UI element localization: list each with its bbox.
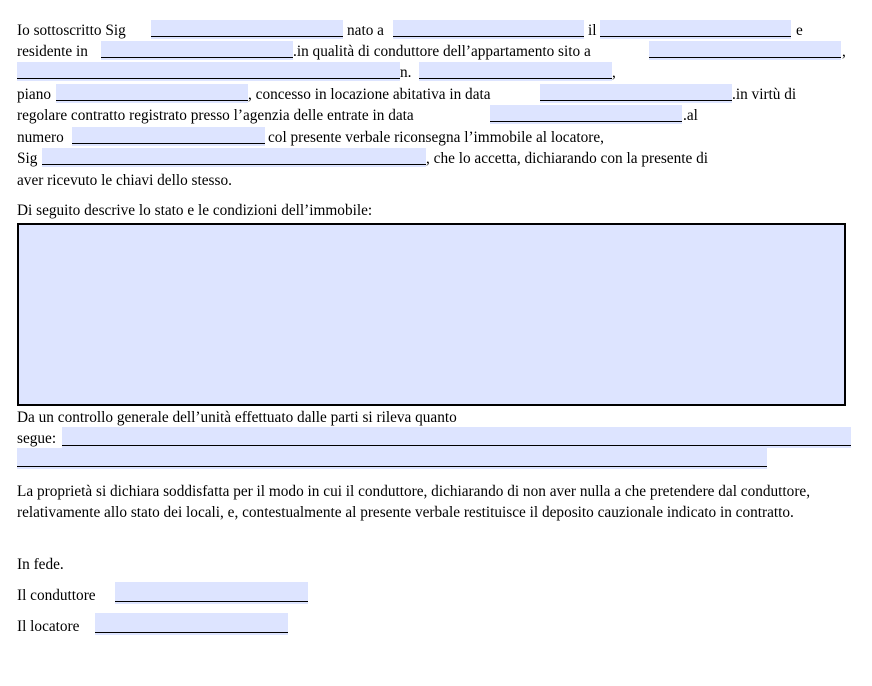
label-n: n.: [400, 64, 412, 81]
label-piano: piano: [17, 86, 51, 103]
label-regolare-contratto: regolare contratto registrato presso l’agenzia delle entrate in data: [17, 107, 414, 124]
birth-date-field[interactable]: [600, 20, 791, 39]
label-il: il: [588, 22, 597, 39]
label-comma-2: ,: [612, 64, 616, 81]
label-nato-a: nato a: [347, 22, 384, 39]
tenant-signature-field[interactable]: [115, 582, 308, 604]
inspection-label: Da un controllo generale dell’unità effettuato dalle parti si rileva quanto: [17, 409, 457, 426]
label-col-presente: col presente verbale riconsegna l’immobile al locatore,: [268, 129, 604, 146]
label-comma: ,: [842, 43, 846, 60]
tenant-signature-label: Il conduttore: [17, 587, 96, 604]
label-che-lo-accetta: , che lo accetta, dichiarando con la presente di: [426, 150, 709, 167]
conditions-textarea[interactable]: [17, 223, 846, 406]
floor-field[interactable]: [56, 84, 248, 103]
label-in-virtu: .in virtù di: [732, 86, 797, 103]
tenant-name-field[interactable]: [151, 20, 343, 39]
residence-field[interactable]: [101, 41, 293, 60]
label-concesso: , concesso in locazione abitativa in data: [248, 86, 491, 103]
label-numero: numero: [17, 129, 64, 146]
closing-paragraph: La proprietà si dichiara soddisfatta per il modo in cui il conduttore, dichiarando di non aver nulla a che pretendere dal conduttore, relativamente allo stato dei locali, e, contestualmente al presente verbale restituisce il deposito cauzionale indicato in contratto.: [17, 483, 811, 521]
label-al: .al: [683, 107, 698, 124]
registration-number-field[interactable]: [72, 127, 265, 146]
label-aver-ricevuto: aver ricevuto le chiavi dello stesso.: [17, 172, 232, 189]
label-residente-in: residente in: [17, 43, 88, 60]
registration-date-field[interactable]: [490, 105, 682, 124]
apartment-city-field[interactable]: [649, 41, 841, 60]
inspection-notes-field-1[interactable]: [62, 427, 851, 448]
inspection-notes-field-2[interactable]: [17, 448, 767, 469]
street-number-field[interactable]: [419, 62, 612, 81]
landlord-signature-label: Il locatore: [17, 618, 80, 635]
birth-place-field[interactable]: [393, 20, 584, 39]
conditions-label: Di seguito descrive lo stato e le condizioni dell’immobile:: [17, 202, 373, 219]
label-sig: Sig: [17, 150, 38, 167]
label-segue: segue:: [17, 430, 57, 447]
label-in-qualita: .in qualità di conduttore dell’appartamento sito a: [293, 43, 591, 60]
lease-date-field[interactable]: [540, 84, 732, 103]
landlord-name-field[interactable]: [42, 148, 426, 167]
apartment-street-field[interactable]: [17, 62, 400, 81]
in-fede-text: In fede.: [17, 556, 64, 573]
landlord-signature-field[interactable]: [95, 613, 288, 635]
label-io-sottoscritto: Io sottoscritto Sig: [17, 22, 126, 39]
label-e: e: [796, 22, 803, 39]
